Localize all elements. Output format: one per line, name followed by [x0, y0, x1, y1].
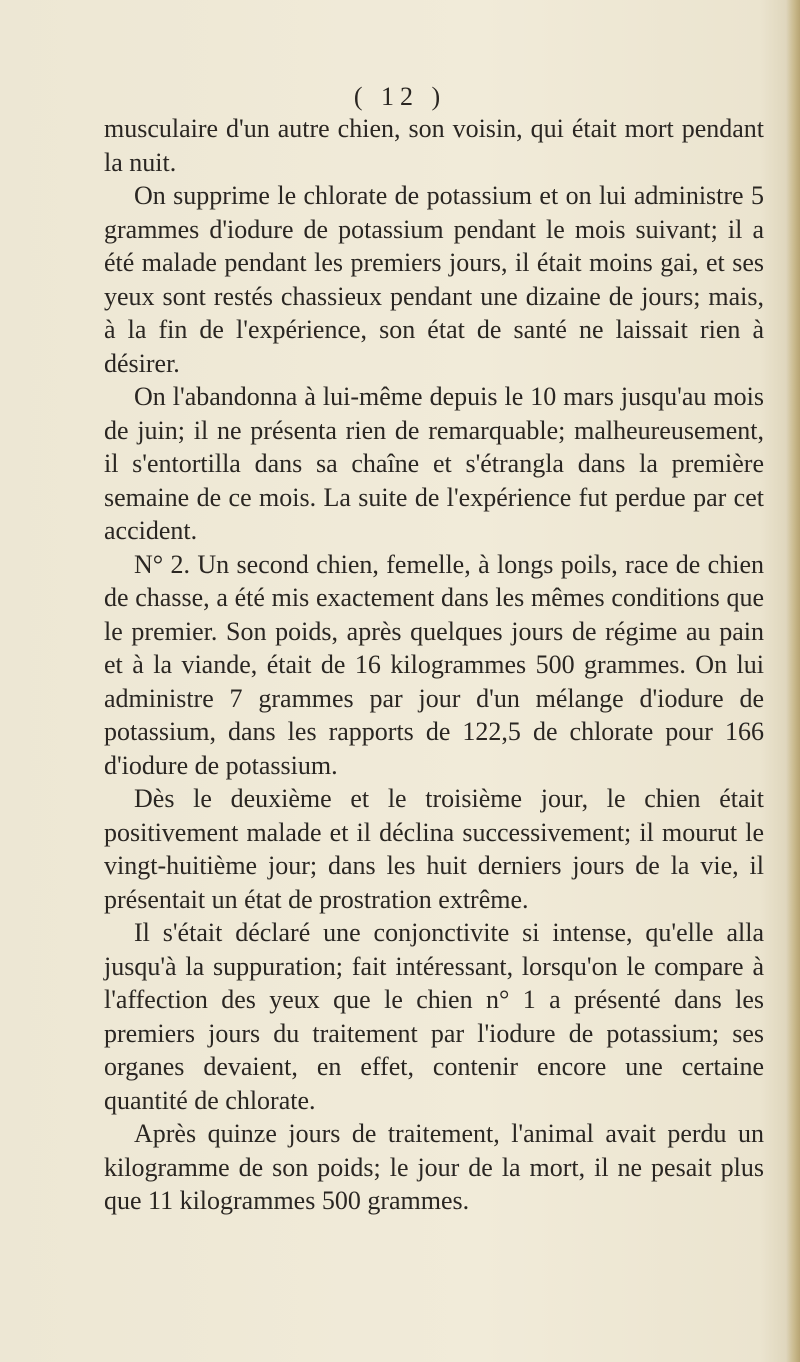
paragraph-3: On l'abandonna à lui-même depuis le 10 mars jusqu'au mois de juin; il ne présenta rien de remarquable; malheureusement, il s'entortilla dans sa chaîne et s'étrangla dans la première semaine de ce mois. La suite de l'expérience fut perdue par cet accident.	[104, 382, 764, 545]
paragraph-4: N° 2. Un second chien, femelle, à longs poils, race de chien de chasse, a été mis exactement dans les mêmes conditions que le premier. Son poids, après quelques jours de régime au pain et à la viande, était de 16 kilogrammes 500 grammes. On lui administre 7 grammes par jour d'un mélange d'iodure de potassium, dans les rapports de 122,5 de chlorate pour 166 d'iodure de potassium.	[104, 549, 764, 780]
page-number: ( 12 )	[353, 82, 447, 111]
page-edge-shadow	[786, 0, 800, 1362]
paragraph-1: musculaire d'un autre chien, son voisin, qui était mort pendant la nuit.	[104, 114, 764, 177]
paragraph-7: Après quinze jours de traitement, l'animal avait perdu un kilogramme de son poids; le jour de la mort, il ne pesait plus que 11 kilogrammes 500 grammes.	[104, 1119, 764, 1215]
paragraph-6: Il s'était déclaré une conjonctivite si intense, qu'elle alla jusqu'à la suppuration; fait intéressant, lorsqu'on le compare à l'affection des yeux que le chien n° 1 a présenté dans les premiers jours du traitement par l'iodure de potassium; ses organes devaient, en effet, contenir encore une certaine quantité de chlorate.	[104, 918, 764, 1115]
paragraph-5: Dès le deuxième et le troisième jour, le chien était positivement malade et il déclina successivement; il mourut le vingt-huitième jour; dans les huit derniers jours de la vie, il présentait un état de prostration extrême.	[104, 784, 764, 914]
paragraph-2: On supprime le chlorate de potassium et on lui administre 5 grammes d'iodure de potassium pendant le mois suivant; il a été malade pendant les premiers jours, il était moins gai, et ses yeux sont restés chassieux pendant une dizaine de jours; mais, à la fin de l'expérience, son état de santé ne laissait rien à désirer.	[104, 181, 764, 378]
body-text	[104, 112, 764, 1218]
